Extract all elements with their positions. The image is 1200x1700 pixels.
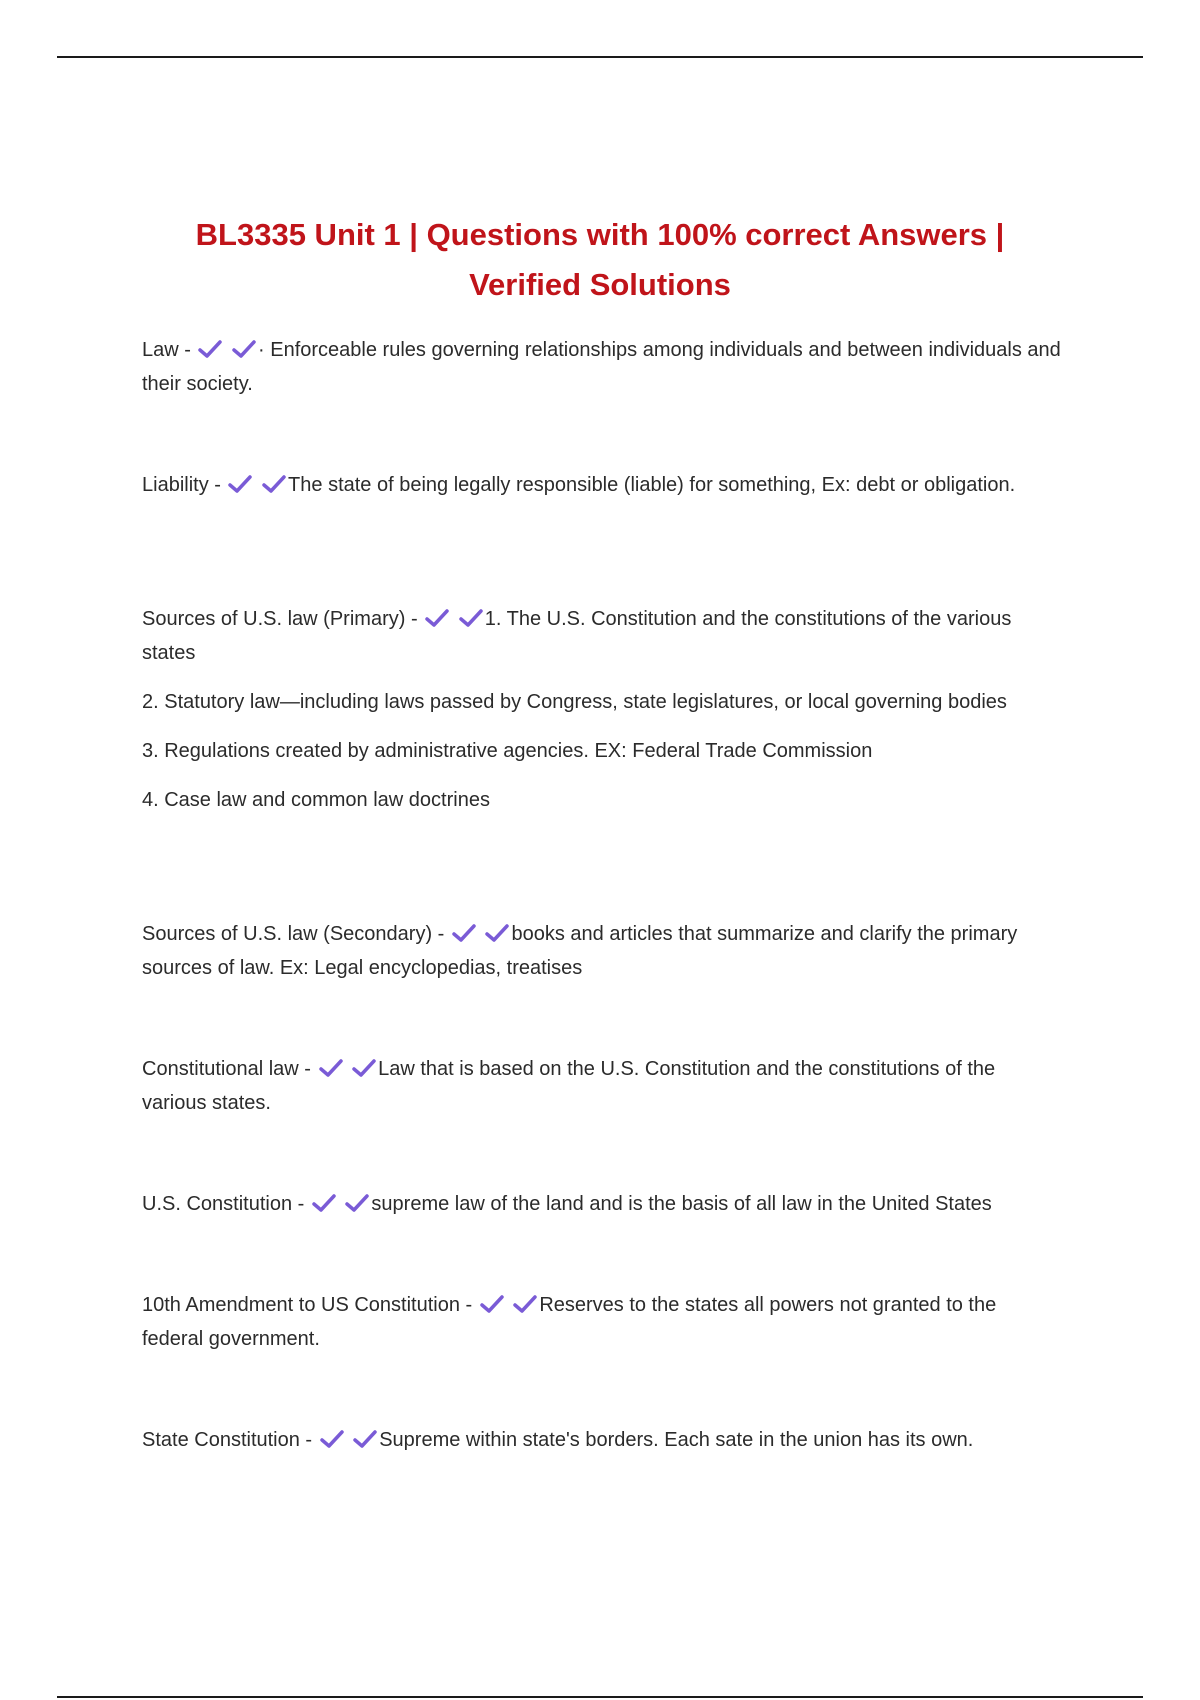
entry-term: U.S. Constitution - (142, 1193, 305, 1215)
document-title (100, 210, 1100, 310)
entry-answer: The state of being legally responsible (liable) for something, Ex: debt or obligation. (288, 474, 1016, 496)
answer-prefix: · (258, 339, 271, 361)
qa-entry-law (142, 333, 1062, 401)
qa-entry-constitutional-law (142, 1052, 1062, 1120)
entry-text (142, 468, 1062, 502)
check-mark-icon (345, 1193, 369, 1213)
check-mark-icon (425, 608, 449, 628)
entry-term: Constitutional law - (142, 1058, 311, 1080)
check-mark-icon (262, 474, 286, 494)
list-item: 2. Statutory law—including laws passed by Congress, state legislatures, or local governing bodies (142, 691, 1007, 713)
check-mark-icon (312, 1193, 336, 1213)
title-line-1: BL3335 Unit 1 | Questions with 100% correct Answers | (195, 217, 1005, 252)
check-mark-icon (452, 923, 476, 943)
qa-entry-sources-primary (142, 602, 1062, 817)
qa-entry-liability (142, 468, 1062, 502)
entry-text (142, 602, 1062, 670)
qa-entry-state-constitution (142, 1423, 1102, 1457)
check-mark-icon (352, 1058, 376, 1078)
list-item: 3. Regulations created by administrative agencies. EX: Federal Trade Commission (142, 740, 873, 762)
entry-answer: supreme law of the land and is the basis of all law in the United States (371, 1193, 992, 1215)
check-mark-icon (513, 1294, 537, 1314)
bottom-rule (57, 1696, 1143, 1698)
qa-entry-10th-amendment (142, 1288, 1062, 1356)
qa-entry-us-constitution (142, 1187, 1102, 1221)
entry-text (142, 917, 1062, 985)
check-mark-icon (459, 608, 483, 628)
entry-text (142, 1052, 1062, 1120)
entry-answer: Reserves to the states all powers not granted to the federal government. (142, 1294, 997, 1350)
entry-text (142, 1288, 1062, 1356)
entry-term: 10th Amendment to US Constitution - (142, 1294, 473, 1316)
qa-entry-sources-secondary (142, 917, 1062, 985)
entry-answer: books and articles that summarize and clarify the primary sources of law. Ex: Legal encyclopedias, treatises (142, 923, 1018, 979)
title-line-2: Verified Solutions (469, 267, 731, 302)
entry-answer: Enforceable rules governing relationships among individuals and between individuals and their society. (142, 339, 1061, 395)
entry-answer: Supreme within state's borders. Each sate in the union has its own. (379, 1429, 974, 1451)
entry-term: Law - (142, 339, 191, 361)
check-mark-icon (198, 339, 222, 359)
entry-term: State Constitution - (142, 1429, 313, 1451)
entry-text (142, 333, 1062, 401)
entry-term: Sources of U.S. law (Secondary) - (142, 923, 445, 945)
check-mark-icon (485, 923, 509, 943)
check-mark-icon (353, 1429, 377, 1449)
check-mark-icon (480, 1294, 504, 1314)
entry-term: Sources of U.S. law (Primary) - (142, 608, 418, 630)
entry-answer: Law that is based on the U.S. Constitution and the constitutions of the various states. (142, 1058, 996, 1114)
top-rule (57, 56, 1143, 58)
entry-term: Liability - (142, 474, 221, 496)
entry-text (142, 1187, 1102, 1221)
check-mark-icon (319, 1058, 343, 1078)
check-mark-icon (320, 1429, 344, 1449)
entry-answer: 1. The U.S. Constitution and the constitutions of the various states (142, 608, 1012, 664)
check-mark-icon (228, 474, 252, 494)
list-item: 4. Case law and common law doctrines (142, 789, 490, 811)
check-mark-icon (232, 339, 256, 359)
entry-text (142, 1423, 1102, 1457)
